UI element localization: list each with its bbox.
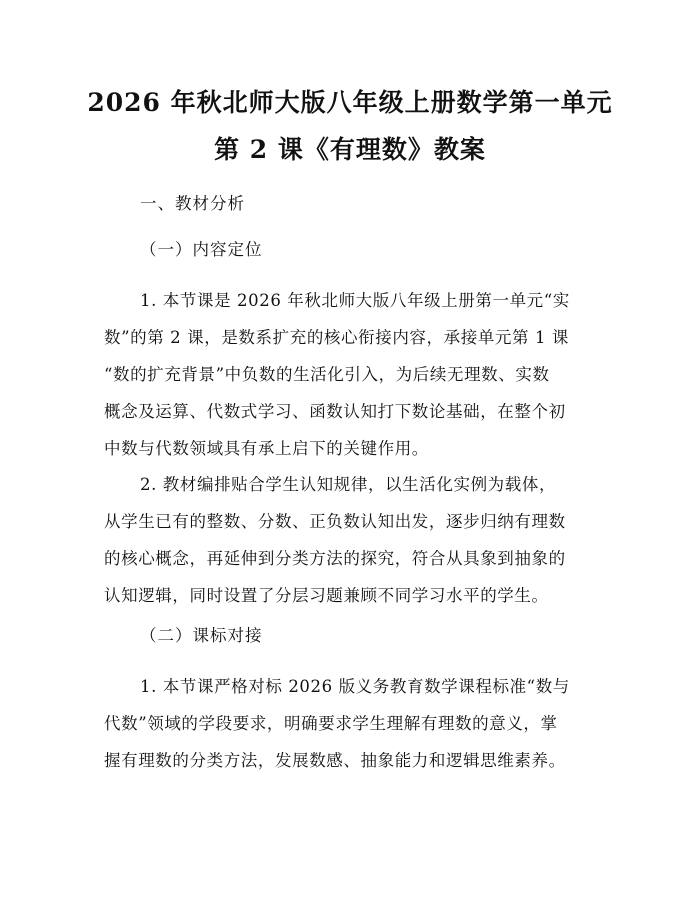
paragraph-line: 1. 本节课严格对标 2026 版义务教育数学课程标准“数与	[140, 677, 570, 696]
paragraph-content-positioning-2	[104, 466, 604, 614]
paragraph-line: 数”的第 2 课，是数系扩充的核心衔接内容，承接单元第 1 课	[104, 328, 570, 347]
paragraph-line: 概念及运算、代数式学习、函数认知打下数论基础，在整个初	[104, 402, 566, 421]
paragraph-line: 代数”领域的学段要求，明确要求学生理解有理数的意义，掌	[104, 714, 558, 733]
paragraph-line: “数的扩充背景”中负数的生活化引入，为后续无理数、实数	[104, 365, 550, 384]
paragraph-line: 从学生已有的整数、分数、正负数认知出发，逐步归纳有理数	[104, 512, 566, 531]
paragraph-line: 2. 教材编排贴合学生认知规律，以生活化实例为载体，	[140, 475, 557, 494]
paragraph-line: 认知逻辑，同时设置了分层习题兼顾不同学习水平的学生。	[104, 586, 549, 605]
paragraph-line: 中数与代数领域具有承上启下的关键作用。	[104, 439, 429, 458]
section-heading-textbook-analysis: 一、教材分析	[140, 194, 245, 213]
paragraph-content-positioning-1	[104, 282, 604, 467]
subsection-heading-curriculum-alignment: （二）课标对接	[140, 626, 263, 645]
document-title-line-2: 第 2 课《有理数》教案	[214, 135, 486, 164]
paragraph-line: 的核心概念，再延伸到分类方法的探究，符合从具象到抽象的	[104, 549, 566, 568]
document-title-line-1: 2026 年秋北师大版八年级上册数学第一单元	[87, 88, 613, 117]
paragraph-line: 握有理数的分类方法，发展数感、抽象能力和逻辑思维素养。	[104, 751, 566, 770]
subsection-heading-content-positioning: （一）内容定位	[140, 240, 263, 259]
paragraph-curriculum-alignment-1	[104, 668, 604, 779]
paragraph-line: 1. 本节课是 2026 年秋北师大版八年级上册第一单元“实	[140, 291, 570, 310]
